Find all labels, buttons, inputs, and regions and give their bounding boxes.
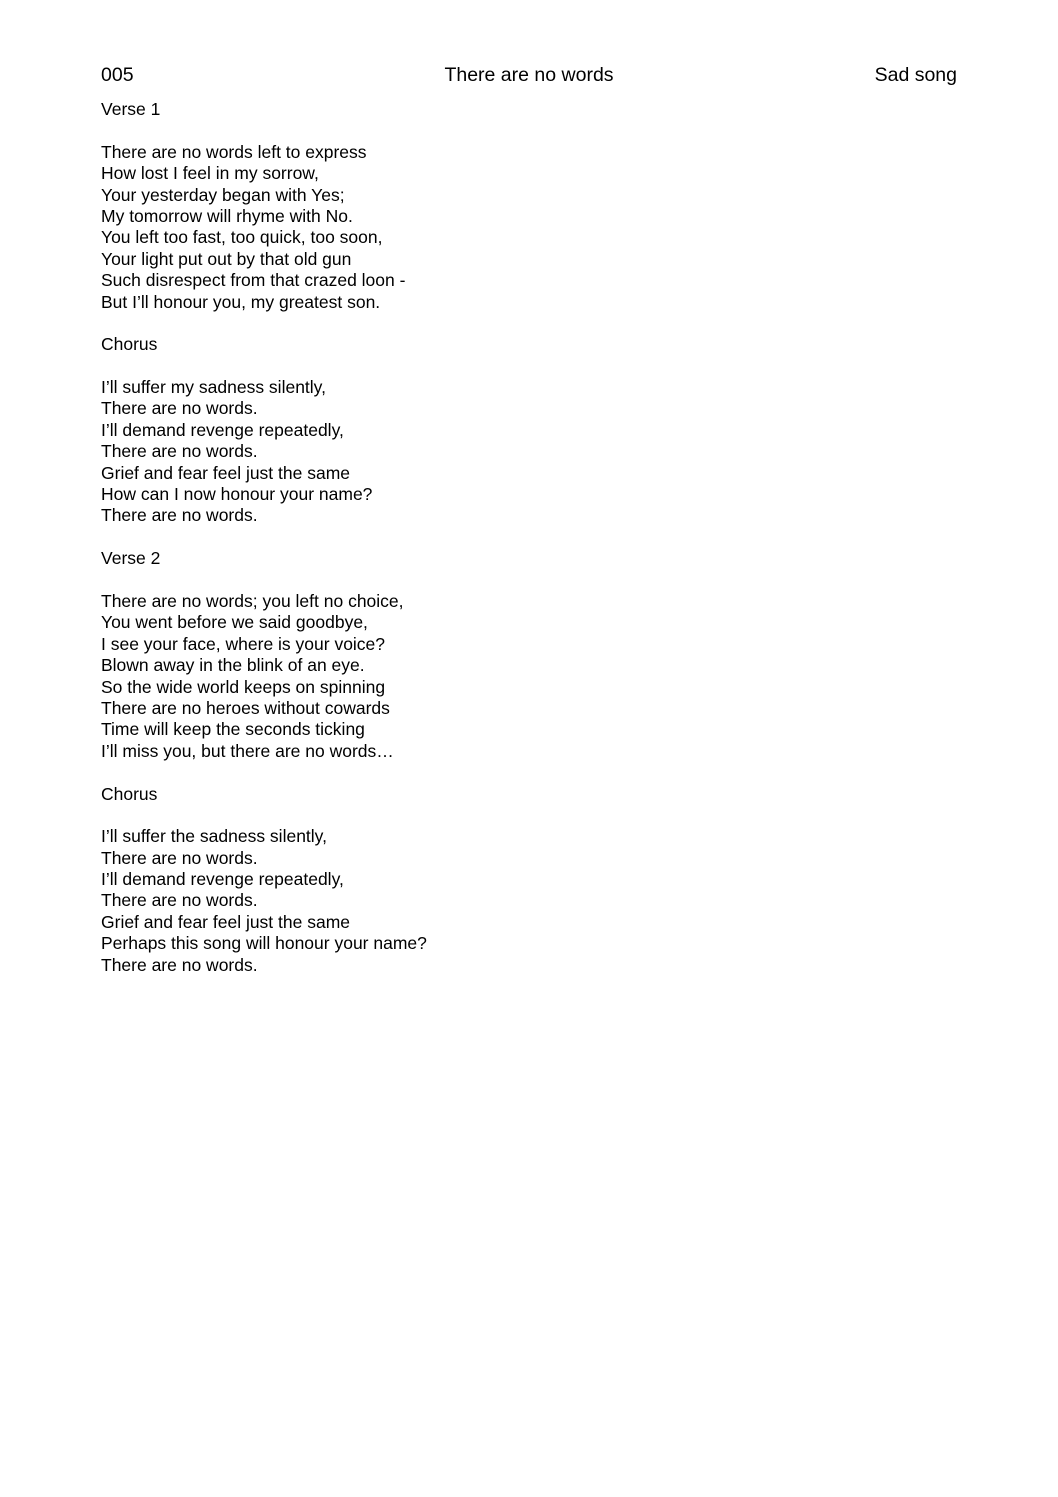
lyric-line: Grief and fear feel just the same: [101, 462, 351, 483]
song-number: 005: [101, 64, 134, 86]
lyric-line: But I’ll honour you, my greatest son.: [101, 291, 381, 312]
section-label: Verse 2: [101, 548, 161, 569]
lyric-line: There are no words.: [101, 954, 258, 975]
lyric-line: So the wide world keeps on spinning: [101, 676, 386, 697]
lyric-line: Time will keep the seconds ticking: [101, 719, 365, 740]
section-verse-1: [101, 99, 801, 334]
section-label: Chorus: [101, 334, 158, 355]
section-verse-2: [101, 548, 801, 783]
lyric-line: There are no words; you left no choice,: [101, 590, 404, 611]
lyric-line: How can I now honour your name?: [101, 484, 373, 505]
lyric-line: Such disrespect from that crazed loon -: [101, 270, 406, 291]
lyric-line: There are no words.: [101, 441, 258, 462]
lyric-line: There are no heroes without cowards: [101, 697, 390, 718]
lyrics-body: [101, 99, 801, 976]
section-chorus-1: [101, 334, 801, 548]
lyric-line: I’ll suffer my sadness silently,: [101, 377, 326, 398]
lyric-line: I’ll demand revenge repeatedly,: [101, 869, 344, 890]
lyric-line: I’ll demand revenge repeatedly,: [101, 419, 344, 440]
lyric-line: How lost I feel in my sorrow,: [101, 163, 319, 184]
lyric-line: My tomorrow will rhyme with No.: [101, 205, 353, 226]
lyric-line: There are no words.: [101, 398, 258, 419]
lyric-line: There are no words.: [101, 890, 258, 911]
song-genre: Sad song: [874, 64, 957, 86]
lyric-line: Your light put out by that old gun: [101, 248, 352, 269]
lyric-line: I’ll miss you, but there are no words…: [101, 740, 394, 761]
lyric-line: You went before we said goodbye,: [101, 612, 368, 633]
section-chorus-2: [101, 784, 801, 977]
lyric-line: Your yesterday began with Yes;: [101, 184, 345, 205]
song-title: There are no words: [444, 64, 614, 86]
section-label: Verse 1: [101, 99, 161, 119]
lyric-line: There are no words.: [101, 505, 258, 526]
lyric-line: Grief and fear feel just the same: [101, 911, 351, 932]
lyric-line: I see your face, where is your voice?: [101, 633, 386, 654]
section-label: Chorus: [101, 783, 158, 804]
lyric-line: Blown away in the blink of an eye.: [101, 655, 365, 676]
lyric-line: There are no words.: [101, 847, 258, 868]
lyric-line: I’ll suffer the sadness silently,: [101, 826, 327, 847]
lyric-line: Perhaps this song will honour your name?: [101, 933, 427, 954]
lyric-line: There are no words left to express: [101, 141, 367, 162]
lyric-line: You left too fast, too quick, too soon,: [101, 227, 383, 248]
page-header: [101, 64, 957, 90]
